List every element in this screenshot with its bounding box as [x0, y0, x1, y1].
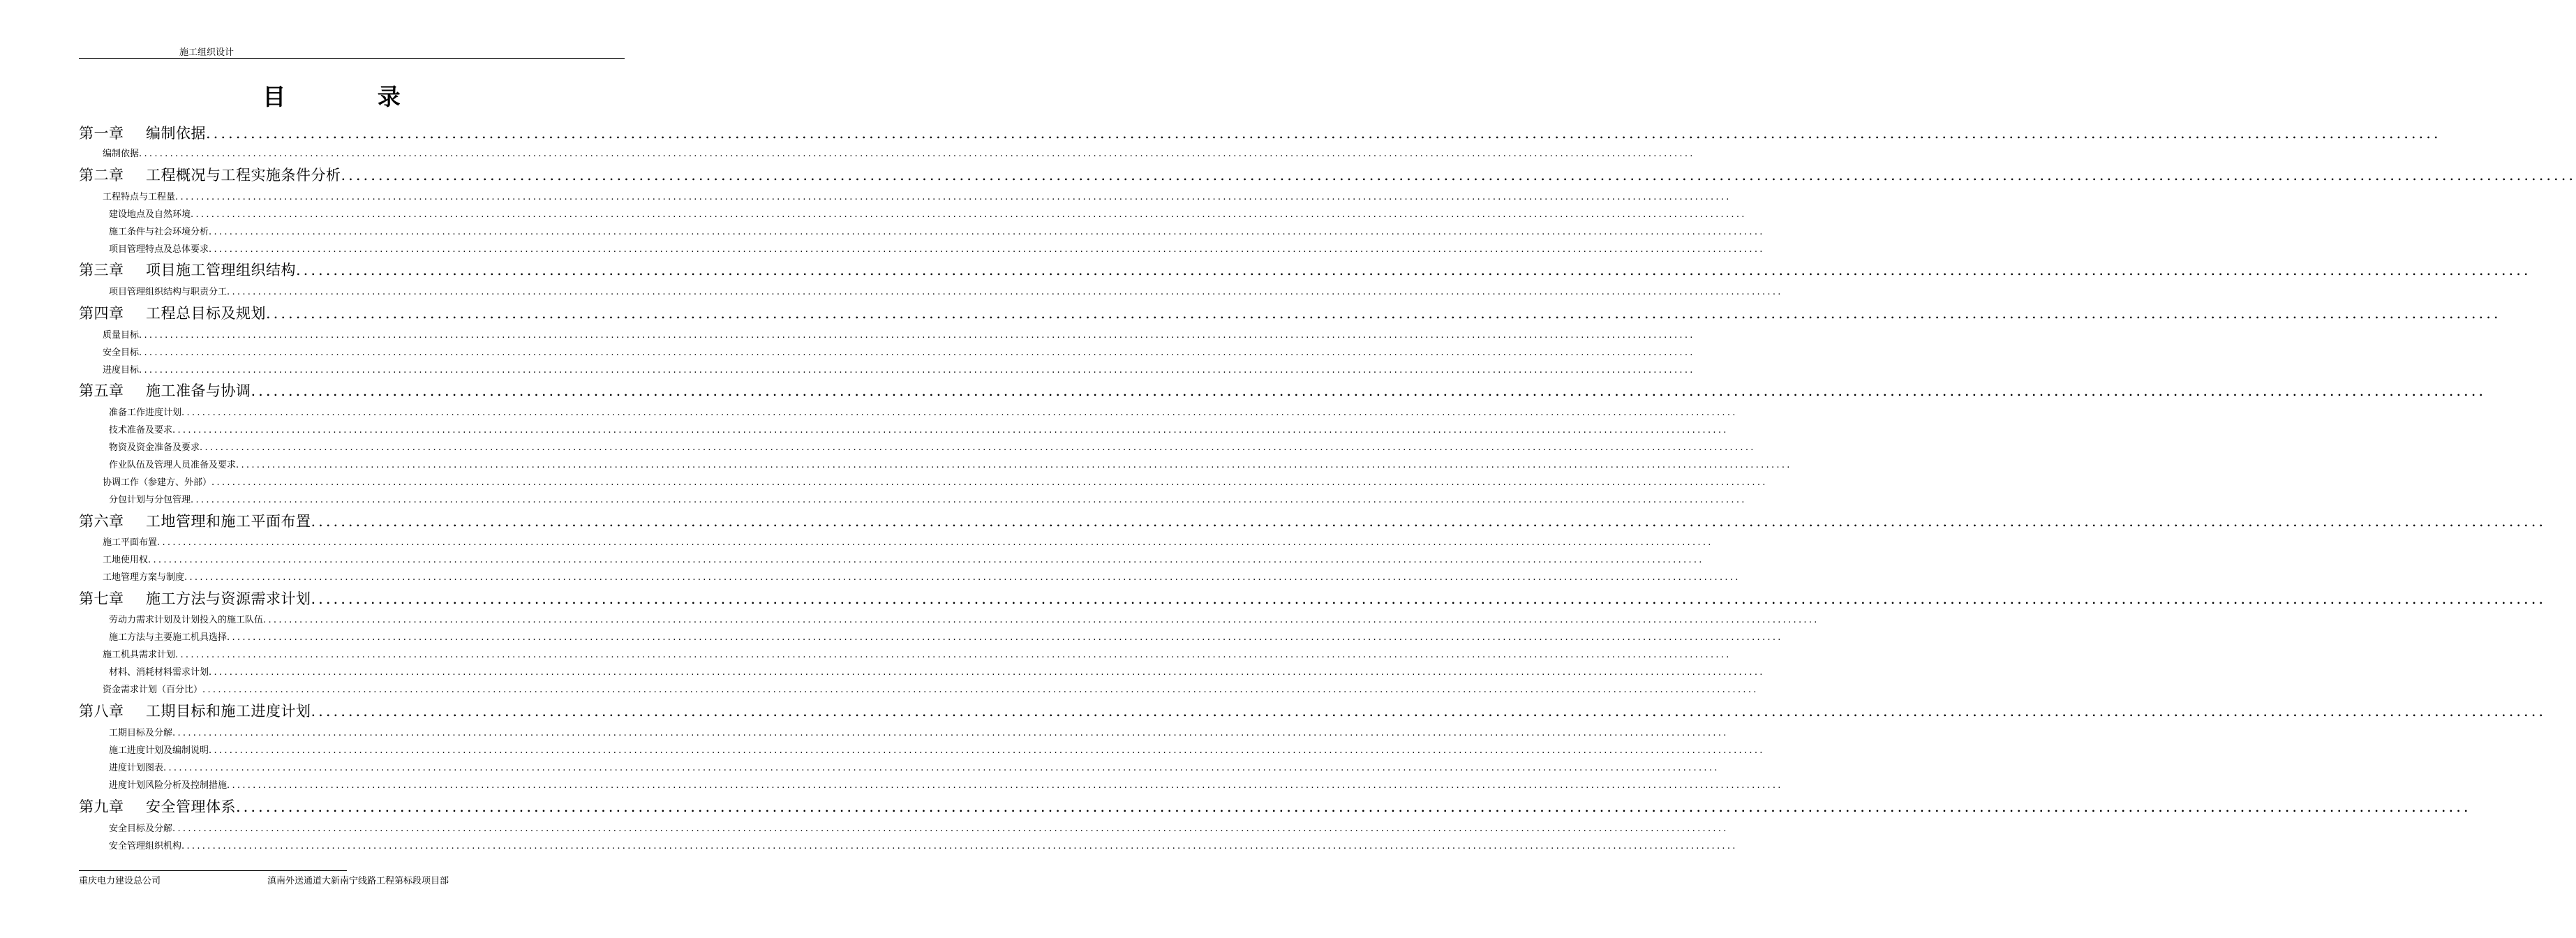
- footer-company: 重庆电力建设总公司: [79, 876, 161, 886]
- toc-dot-leader: ............................................................................................................................................................................................................................................................................................................: [209, 745, 1765, 756]
- toc-chapter-label: [79, 512, 311, 530]
- toc-chapter-label: [79, 166, 341, 184]
- toc-section-entry[interactable]: [103, 191, 1732, 204]
- toc-dot-leader: ............................................................................................................................................................................................................................................................................................................: [251, 382, 2487, 399]
- toc-dot-leader: ............................................................................................................................................................................................................................................................................................................: [311, 590, 2547, 607]
- toc-section-title: 工程特点与工程量: [103, 192, 176, 202]
- toc-chapter-label: [79, 261, 296, 279]
- toc-dot-leader: ............................................................................................................................................................................................................................................................................................................: [163, 763, 1720, 773]
- toc-chapter-title: 项目施工管理组织结构: [146, 262, 296, 278]
- toc-section-entry[interactable]: [109, 823, 1729, 835]
- toc-chapter-title: 工程总目标及规划: [146, 305, 266, 322]
- toc-section-title: 劳动力需求计划及计划投入的施工队伍: [109, 615, 264, 625]
- toc-chapter-entry[interactable]: [79, 261, 2531, 279]
- toc-dot-leader: ............................................................................................................................................................................................................................................................................................................: [181, 841, 1738, 851]
- toc-dot-leader: ............................................................................................................................................................................................................................................................................................................: [227, 287, 1783, 297]
- toc-section-title: 作业队伍及管理人员准备及要求: [109, 460, 237, 470]
- footer-project: 滇南外送通道大新南宁线路工程第标段项目部: [267, 876, 449, 886]
- toc-section-title: 工地管理方案与制度: [103, 572, 185, 583]
- toc-section-title: 安全管理组织机构: [109, 841, 182, 851]
- toc-dot-leader: ............................................................................................................................................................................................................................................................................................................: [175, 650, 1732, 660]
- toc-dot-leader: ............................................................................................................................................................................................................................................................................................................: [206, 125, 2441, 142]
- toc-section-entry[interactable]: [103, 684, 1759, 697]
- toc-chapter-number: 第四章: [79, 305, 124, 322]
- toc-dot-leader: ............................................................................................................................................................................................................................................................................................................: [139, 330, 1695, 341]
- toc-section-entry[interactable]: [103, 347, 1695, 359]
- toc-chapter-title: 工期目标和施工进度计划: [146, 703, 311, 720]
- toc-section-title: 施工方法与主要施工机具选择: [109, 632, 228, 643]
- toc-section-title: 项目管理特点及总体要求: [109, 244, 209, 255]
- toc-section-title: 施工平面布置: [103, 537, 158, 548]
- toc-dot-leader: ............................................................................................................................................................................................................................................................................................................: [236, 798, 2471, 815]
- toc-dot-leader: ............................................................................................................................................................................................................................................................................................................: [172, 425, 1729, 436]
- toc-section-entry[interactable]: [109, 226, 1765, 239]
- toc-chapter-label: [79, 590, 311, 608]
- toc-section-title: 工期目标及分解: [109, 728, 173, 738]
- toc-section-title: 材料、消耗材料需求计划: [109, 667, 209, 678]
- toc-dot-leader: ............................................................................................................................................................................................................................................................................................................: [148, 555, 1704, 565]
- toc-section-entry[interactable]: [103, 329, 1695, 342]
- toc-dot-leader: ............................................................................................................................................................................................................................................................................................................: [191, 495, 1747, 505]
- toc-dot-leader: ............................................................................................................................................................................................................................................................................................................: [200, 442, 1756, 453]
- toc-chapter-number: 第六章: [79, 513, 124, 530]
- toc-section-title: 编制依据: [103, 149, 140, 159]
- toc-section-entry[interactable]: [109, 442, 1756, 454]
- toc-chapter-number: 第三章: [79, 262, 124, 278]
- toc-section-entry[interactable]: [103, 649, 1732, 662]
- toc-chapter-title: 施工准备与协调: [146, 382, 251, 399]
- toc-section-title: 进度目标: [103, 365, 140, 375]
- toc-section-title: 分包计划与分包管理: [109, 495, 191, 505]
- toc-dot-leader: ............................................................................................................................................................................................................................................................................................................: [263, 615, 1819, 625]
- toc-chapter-entry[interactable]: [79, 512, 2547, 530]
- toc-section-title: 进度计划图表: [109, 763, 164, 773]
- toc-section-entry[interactable]: [103, 477, 1768, 489]
- toc-chapter-entry[interactable]: [79, 798, 2471, 816]
- toc-section-title: 施工进度计划及编制说明: [109, 745, 209, 756]
- toc-section-title: 准备工作进度计划: [109, 408, 182, 418]
- toc-section-title: 项目管理组织结构与职责分工: [109, 287, 228, 297]
- toc-section-title: 建设地点及自然环境: [109, 209, 191, 220]
- header-title: 施工组织设计: [179, 47, 234, 58]
- footer-rule: [79, 870, 347, 871]
- toc-dot-leader: ............................................................................................................................................................................................................................................................................................................: [296, 262, 2531, 278]
- toc-chapter-title: 编制依据: [146, 125, 206, 142]
- toc-dot-leader: ............................................................................................................................................................................................................................................................................................................: [227, 632, 1783, 643]
- toc-chapter-label: [79, 124, 206, 142]
- toc-chapter-entry[interactable]: [79, 382, 2487, 400]
- toc-chapter-entry[interactable]: [79, 166, 2576, 184]
- toc-dot-leader: ............................................................................................................................................................................................................................................................................................................: [209, 667, 1765, 678]
- toc-section-entry[interactable]: [109, 632, 1783, 644]
- toc-chapter-label: [79, 798, 236, 816]
- toc-section-title: 安全目标及分解: [109, 824, 173, 834]
- toc-section-entry[interactable]: [109, 780, 1783, 792]
- toc-section-title: 协调工作（参建方、外部）: [103, 477, 212, 488]
- toc-dot-leader: ............................................................................................................................................................................................................................................................................................................: [311, 513, 2547, 530]
- toc-chapter-title: 工程概况与工程实施条件分析: [146, 167, 341, 184]
- toc-chapter-number: 第二章: [79, 167, 124, 184]
- toc-dot-leader: ............................................................................................................................................................................................................................................................................................................: [202, 685, 1759, 695]
- toc-section-entry[interactable]: [109, 244, 1765, 256]
- toc-dot-leader: ............................................................................................................................................................................................................................................................................................................: [139, 149, 1695, 159]
- toc-dot-leader: ............................................................................................................................................................................................................................................................................................................: [139, 348, 1695, 358]
- toc-dot-leader: ............................................................................................................................................................................................................................................................................................................: [209, 244, 1765, 255]
- toc-dot-leader: ............................................................................................................................................................................................................................................................................................................: [139, 365, 1695, 375]
- toc-chapter-label: [79, 702, 311, 720]
- toc-section-title: 工地使用权: [103, 555, 149, 565]
- toc-section-entry[interactable]: [109, 614, 1819, 627]
- toc-chapter-entry[interactable]: [79, 304, 2501, 322]
- toc-chapter-number: 第八章: [79, 703, 124, 720]
- toc-chapter-number: 第七章: [79, 590, 124, 607]
- toc-dot-leader: ............................................................................................................................................................................................................................................................................................................: [266, 305, 2501, 322]
- toc-chapter-title: 安全管理体系: [146, 798, 236, 815]
- toc-chapter-entry[interactable]: [79, 124, 2441, 142]
- toc-section-entry[interactable]: [109, 667, 1765, 679]
- toc-dot-leader: ............................................................................................................................................................................................................................................................................................................: [181, 408, 1738, 418]
- toc-dot-leader: ............................................................................................................................................................................................................................................................................................................: [172, 728, 1729, 738]
- toc-chapter-title: 施工方法与资源需求计划: [146, 590, 311, 607]
- toc-section-entry[interactable]: [103, 554, 1704, 567]
- toc-section-title: 施工机具需求计划: [103, 650, 176, 660]
- toc-chapter-title: 工地管理和施工平面布置: [146, 513, 311, 530]
- toc-section-title: 进度计划风险分析及控制措施: [109, 780, 228, 791]
- toc-chapter-label: [79, 304, 266, 322]
- toc-section-entry[interactable]: [109, 209, 1747, 221]
- toc-chapter-number: 第五章: [79, 382, 124, 399]
- toc-dot-leader: ............................................................................................................................................................................................................................................................................................................: [236, 460, 1792, 470]
- toc-section-entry[interactable]: [103, 148, 1695, 161]
- toc-section-entry[interactable]: [109, 494, 1747, 507]
- toc-section-entry[interactable]: [109, 407, 1738, 419]
- toc-section-entry[interactable]: [109, 424, 1729, 437]
- toc-section-title: 安全目标: [103, 348, 140, 358]
- toc-dot-leader: ............................................................................................................................................................................................................................................................................................................: [227, 780, 1783, 791]
- toc-dot-leader: ............................................................................................................................................................................................................................................................................................................: [172, 824, 1729, 834]
- toc-section-entry[interactable]: [109, 286, 1783, 299]
- doc-title: 目 录: [262, 83, 442, 110]
- toc-section-entry[interactable]: [109, 762, 1720, 775]
- toc-dot-leader: ............................................................................................................................................................................................................................................................................................................: [184, 572, 1741, 583]
- toc-section-title: 物资及资金准备及要求: [109, 442, 200, 453]
- toc-section-entry[interactable]: [109, 745, 1765, 757]
- toc-section-entry[interactable]: [103, 364, 1695, 377]
- toc-section-entry[interactable]: [109, 459, 1792, 472]
- toc-chapter-entry[interactable]: [79, 702, 2547, 720]
- toc-section-entry[interactable]: [109, 727, 1729, 740]
- toc-section-entry[interactable]: [103, 572, 1741, 584]
- toc-section-title: 技术准备及要求: [109, 425, 173, 436]
- toc-chapter-number: 第九章: [79, 798, 124, 815]
- toc-chapter-entry[interactable]: [79, 590, 2547, 608]
- toc-dot-leader: ............................................................................................................................................................................................................................................................................................................: [311, 703, 2547, 720]
- toc-chapter-label: [79, 382, 251, 400]
- toc-dot-leader: ............................................................................................................................................................................................................................................................................................................: [157, 537, 1713, 548]
- toc-chapter-number: 第一章: [79, 125, 124, 142]
- toc-section-title: 资金需求计划（百分比）: [103, 685, 203, 695]
- toc-dot-leader: ............................................................................................................................................................................................................................................................................................................: [211, 477, 1768, 488]
- toc-dot-leader: ............................................................................................................................................................................................................................................................................................................: [209, 227, 1765, 237]
- toc-dot-leader: ............................................................................................................................................................................................................................................................................................................: [175, 192, 1732, 202]
- toc-section-entry[interactable]: [109, 840, 1738, 853]
- toc-section-title: 质量目标: [103, 330, 140, 341]
- toc-section-title: 施工条件与社会环境分析: [109, 227, 209, 237]
- toc-dot-leader: ............................................................................................................................................................................................................................................................................................................: [191, 209, 1747, 220]
- toc-section-entry[interactable]: [103, 537, 1713, 549]
- toc-dot-leader: ............................................................................................................................................................................................................................................................................................................: [341, 167, 2576, 184]
